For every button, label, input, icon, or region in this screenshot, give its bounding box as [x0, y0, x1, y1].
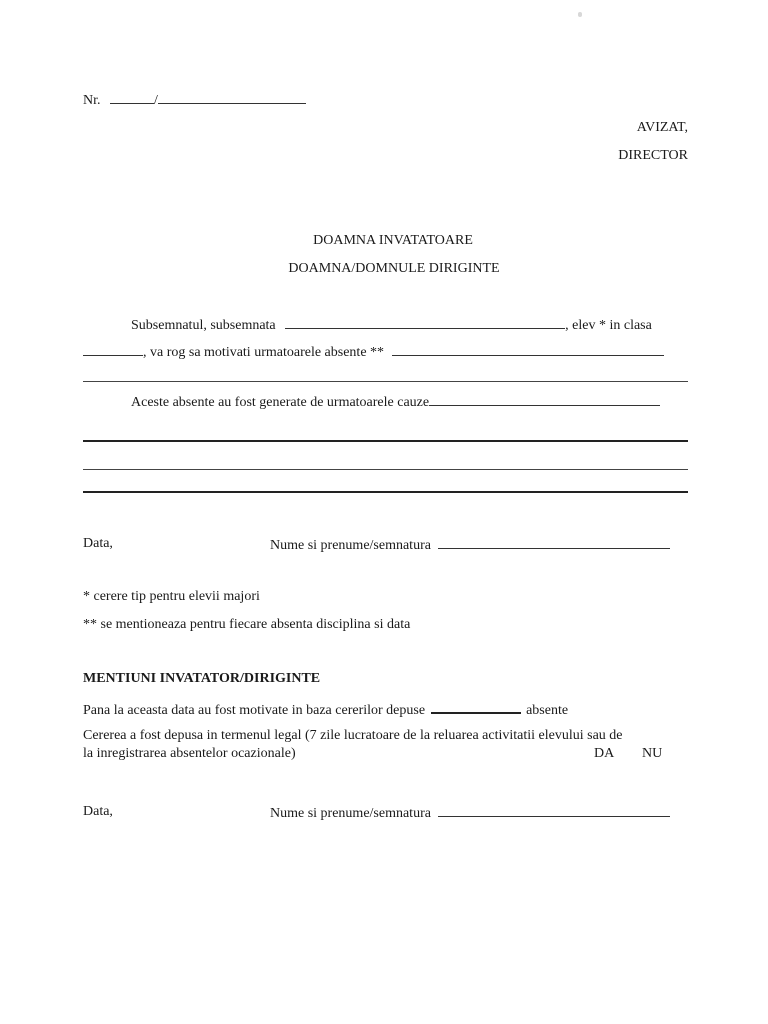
scan-artifact	[578, 12, 582, 17]
undersigned-row	[131, 316, 652, 334]
signature-row-2	[270, 804, 670, 822]
addressee-line2: DOAMNA/DOMNULE DIRIGINTE	[288, 261, 500, 276]
signature-row-1	[270, 536, 670, 554]
option-no[interactable]: NU	[642, 746, 663, 761]
causes-line-2[interactable]	[83, 469, 688, 470]
name-signature-field-2[interactable]	[438, 804, 670, 817]
date-label-2: Data,	[83, 804, 113, 819]
registration-number-row	[83, 91, 306, 109]
request-row	[83, 343, 664, 361]
approval-line1: AVIZAT,	[636, 120, 688, 135]
student-label: , elev * in clasa	[565, 318, 652, 333]
nr-separator: /	[154, 93, 158, 108]
name-signature-label-2: Nume si prenume/semnatura	[270, 806, 431, 821]
name-signature-label-1: Nume si prenume/semnatura	[270, 538, 431, 553]
undersigned-label: Subsemnatul, subsemnata	[131, 318, 276, 333]
deadline-line1: Cererea a fost depusa in termenul legal (7 zile lucratoare de la reluarea activitatii elevului sau de	[83, 728, 623, 743]
student-name-field[interactable]	[285, 316, 565, 329]
approval-line2: DIRECTOR	[618, 148, 688, 163]
class-field[interactable]	[83, 343, 143, 356]
causes-row	[131, 393, 660, 411]
causes-field[interactable]	[429, 393, 660, 406]
deadline-line2: la inregistrarea absentelor ocazionale)	[83, 746, 296, 761]
nr-label: Nr.	[83, 93, 101, 108]
absences-field[interactable]	[392, 343, 664, 356]
date-label-1: Data,	[83, 536, 113, 551]
motivated-suffix: absente	[526, 703, 569, 718]
absences-continuation-line[interactable]	[83, 381, 688, 382]
date-registration-field[interactable]	[158, 91, 306, 104]
motivated-count-field[interactable]	[431, 700, 521, 714]
teacher-section-title: MENTIUNI INVATATOR/DIRIGINTE	[83, 671, 321, 686]
nr-field[interactable]	[110, 91, 154, 104]
motivated-prefix: Pana la aceasta data au fost motivate in baza cererilor depuse	[83, 703, 426, 718]
causes-line-3[interactable]	[83, 491, 688, 493]
motivated-row	[83, 700, 568, 719]
footnote-2: ** se mentioneaza pentru fiecare absenta disciplina si data	[83, 617, 411, 632]
addressee-line1: DOAMNA INVATATOARE	[313, 233, 473, 248]
causes-line-1[interactable]	[83, 440, 688, 442]
footnote-1: * cerere tip pentru elevii majori	[83, 589, 260, 604]
causes-label: Aceste absente au fost generate de urmatoarele cauze	[131, 395, 430, 410]
name-signature-field-1[interactable]	[438, 536, 670, 549]
option-yes[interactable]: DA	[594, 746, 615, 761]
request-text: , va rog sa motivati urmatoarele absente **	[143, 345, 385, 360]
